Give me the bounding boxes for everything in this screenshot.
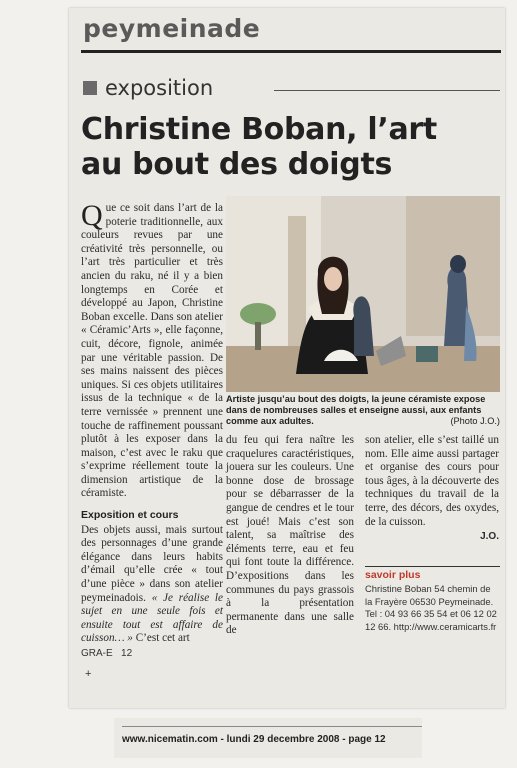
section-title: peymeinade xyxy=(83,14,261,43)
photo-caption xyxy=(226,394,500,427)
photo-credit: (Photo J.O.) xyxy=(450,416,500,426)
article-column-3 xyxy=(365,434,499,544)
section-rule xyxy=(81,50,501,53)
kicker xyxy=(83,76,213,100)
headline-line-1: Christine Boban, l’art xyxy=(81,112,437,147)
headline xyxy=(81,112,501,182)
second-text-end: C’est cet art xyxy=(135,632,190,645)
photo-illustration xyxy=(226,196,500,392)
subheading: Exposition et cours xyxy=(81,509,179,522)
newspaper-clipping xyxy=(69,8,505,708)
column-2-text: du feu qui fera naître les craquelures caractéristiques, jouera sur les couleurs. Une bonne dose de brossage pour se débarrasser de la gangue de cendres et le tour est joué! Mais c’est son talent, sa maîtrise des éléments terre, eau et feu qui font toute la différence. D’expositions dans les communes du pays grassois à la présentation permanente dans une salle de xyxy=(226,434,354,637)
article-photo xyxy=(226,196,500,392)
savoir-plus-rule xyxy=(365,566,500,567)
second-text: Des objets aussi, mais surtout des personnages d’une grande élégance dans leurs habits d’émail qu’elle crée « tout d’une pièce » dans son atelier peymeinadois. xyxy=(81,523,223,604)
page-reference: GRA-E 12 xyxy=(81,648,133,659)
author-signature: J.O. xyxy=(480,531,499,543)
caption-text: Artiste jusqu’au bout des doigts, la jeune céramiste expose dans de nombreuses salles et enseigne aussi, aux enfants comme aux adultes. xyxy=(226,394,486,426)
drop-cap: Q xyxy=(81,199,103,232)
footer-source: www.nicematin.com - lundi 29 decembre 2008 - page 12 xyxy=(122,734,386,745)
headline-line-2: au bout des doigts xyxy=(81,147,393,182)
article-column-1 xyxy=(81,199,223,646)
kicker-label: exposition xyxy=(105,76,214,100)
savoir-plus-title: savoir plus xyxy=(365,569,421,581)
paragraph-intro xyxy=(81,199,223,501)
registration-mark: + xyxy=(85,668,92,680)
article-column-2 xyxy=(226,434,354,638)
square-bullet-icon xyxy=(83,81,97,95)
intro-text: ue ce soit dans l’art de la poterie traditionnelle, aux couleurs revues par une créativité très personnelle, ou l’art très particulier et très ancien du raku, né il y a bien longtemps en Corée et développé au Japon, Christine Boban excelle. Dans son atelier « Céramic’Arts », elle façonne, cuit, décore, fignole, animée par une véritable passion. De ses mains naissent des pièces uniques. Si ces objets utilitaires issus de la technique « de la terre vernissée » prennent une touche de raffinement poussant plutôt à les exposer dans la maison, c’est avec le raku que s’exprime réellement toute la dimension artistique de la céramiste. xyxy=(81,202,223,500)
footer-rule xyxy=(122,726,422,727)
paragraph-second xyxy=(81,524,223,646)
footer-strip xyxy=(114,718,422,758)
artist-quote: « Je réalise le sujet en une seule fois et ensuite tout est affaire de cuisson… » xyxy=(81,591,223,645)
kicker-rule xyxy=(274,90,500,91)
column-3-text: son atelier, elle s’est taillé un nom. Elle aime aussi partager et organise des cours pour tous âges, à la découverte des techniques du travail de la terre, des décors, des oxydes, de la cuisson. xyxy=(365,434,499,528)
savoir-plus-text: Christine Boban 54 chemin de la Frayère 06530 Peymeinade. Tel : 04 93 66 35 54 et 06 12 02 12 66. http://www.ceramicarts.fr xyxy=(365,583,497,632)
